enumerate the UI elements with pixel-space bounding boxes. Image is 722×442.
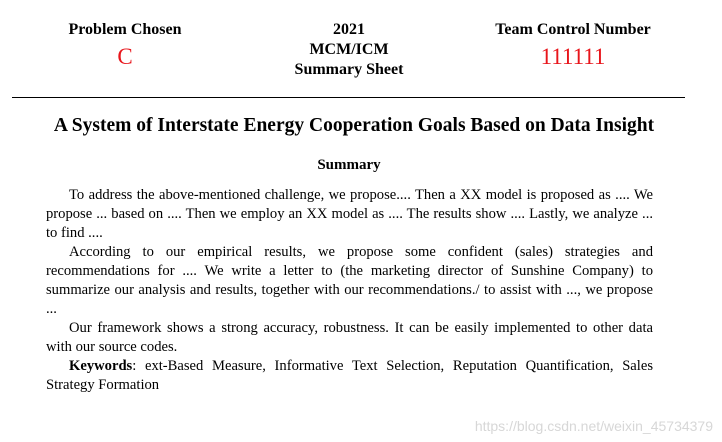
keywords-label: Keywords <box>69 358 133 374</box>
team-control-label: Team Control Number <box>495 21 651 38</box>
contest-name: MCM/ICM <box>309 41 389 58</box>
team-control-block <box>478 20 668 70</box>
contest-block <box>274 20 424 80</box>
summary-heading: Summary <box>317 157 381 173</box>
problem-chosen-block <box>55 20 195 70</box>
problem-chosen-label: Problem Chosen <box>68 21 182 38</box>
contest-year: 2021 <box>333 21 365 38</box>
team-control-value: 111111 <box>540 44 606 69</box>
sheet-name: Summary Sheet <box>294 61 404 78</box>
watermark-url: https://blog.csdn.net/weixin_45734379 <box>474 418 713 434</box>
summary-paragraph: To address the above-mentioned challenge, we propose.... Then a XX model is proposed as .... We propose ... based on .... Then we employ an XX model as .... The results show .... Lastly, we analyze ... to find .... <box>46 187 653 241</box>
problem-chosen-value: C <box>117 44 133 69</box>
summary-paragraph: Our framework shows a strong accuracy, robustness. It can be easily implemented to other data with our source codes. <box>46 320 653 355</box>
keywords-text: : ext-Based Measure, Informative Text Selection, Reputation Quantification, Sales Strategy Formation <box>46 358 653 393</box>
summary-paragraph: According to our empirical results, we propose some confident (sales) strategies and recommendations for .... We write a letter to (the marketing director of Sunshine Company) to summarize our analysis and results, together with our recommendations./ to assist with ..., we propose ... <box>46 244 653 317</box>
keywords-paragraph <box>46 357 653 395</box>
header-divider <box>12 97 685 98</box>
document-title: A System of Interstate Energy Cooperation Goals Based on Data Insight <box>53 115 655 136</box>
summary-body <box>46 186 653 395</box>
